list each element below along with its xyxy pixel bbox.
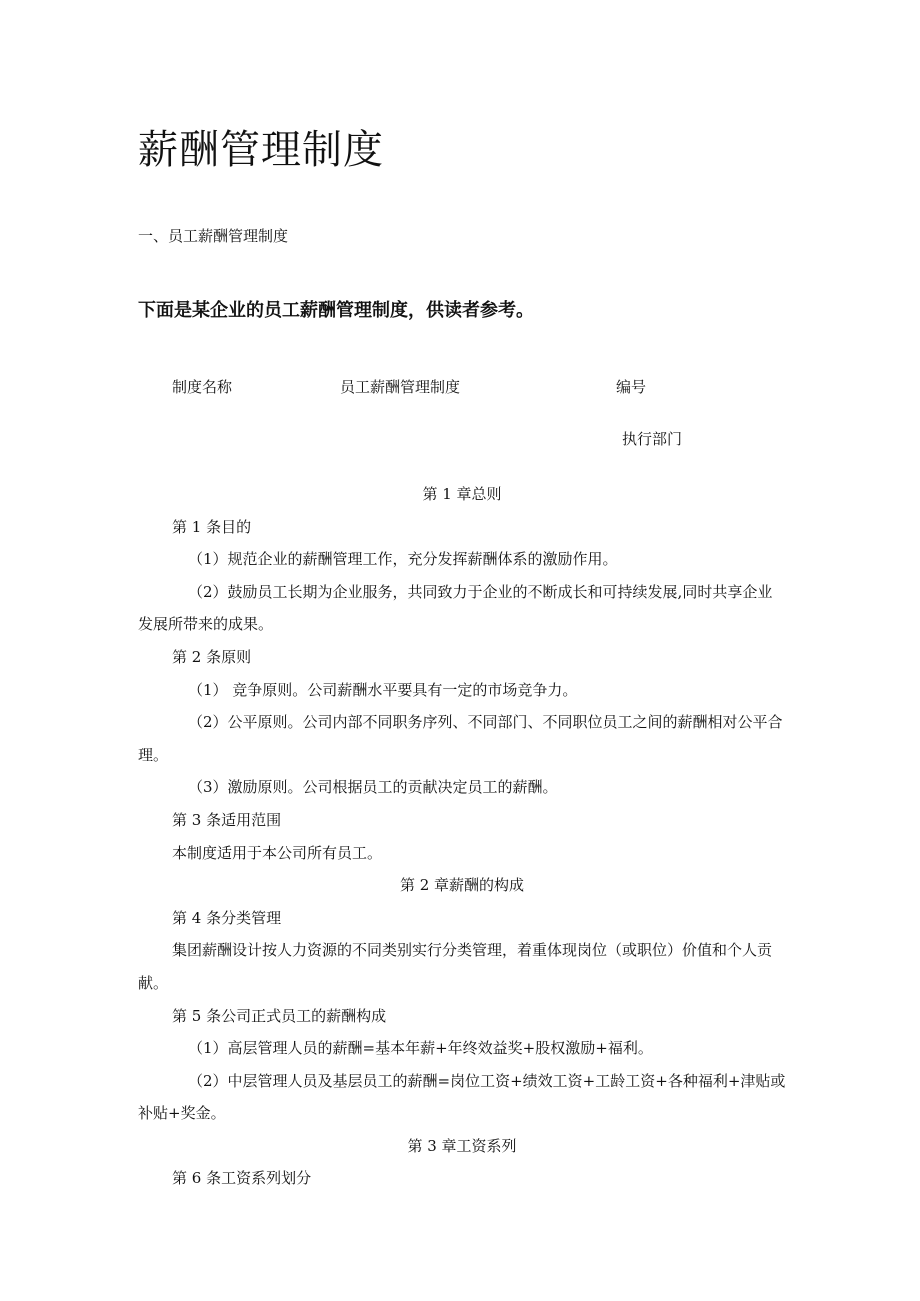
document-body: [138, 478, 786, 1195]
policy-name-value: 员工薪酬管理制度: [340, 378, 461, 396]
article-heading: 第 4 条分类管理: [172, 908, 282, 927]
article-heading: 第 3 条适用范围: [172, 810, 282, 829]
chapter-heading: 第 2 章薪酬的构成: [399, 876, 525, 895]
executing-department-label: 执行部门: [622, 430, 683, 448]
article-heading: 第 6 条工资系列划分: [172, 1169, 312, 1188]
intro-text: 下面是某企业的员工薪酬管理制度，供读者参考。: [138, 300, 534, 321]
list-item: （1）高层管理人员的薪酬=基本年薪+年终效益奖+股权激励+福利。: [188, 1039, 653, 1058]
policy-number-label: 编号: [616, 378, 647, 396]
paragraph: 集团薪酬设计按人力资源的不同类别实行分类管理，着重体现岗位（或职位）价值和个人贡献。: [138, 941, 773, 992]
document-title: 薪酬管理制度: [138, 127, 384, 173]
list-item: （1）规范企业的薪酬管理工作，充分发挥薪酬体系的激励作用。: [188, 550, 618, 569]
article-heading: 第 1 条目的: [172, 517, 252, 536]
policy-name-label: 制度名称: [172, 378, 233, 396]
article-heading: 第 5 条公司正式员工的薪酬构成: [172, 1006, 387, 1025]
chapter-heading: 第 1 章总则: [422, 485, 502, 503]
list-item: （2）公平原则。公司内部不同职务序列、不同部门、不同职位员工之间的薪酬相对公平合理。: [138, 713, 783, 764]
paragraph: 本制度适用于本公司所有员工。: [172, 843, 383, 862]
list-item: （2）鼓励员工长期为企业服务，共同致力于企业的不断成长和可持续发展,同时共享企业发展所带来的成果。: [138, 582, 773, 634]
chapter-heading: 第 3 章工资系列: [407, 1136, 517, 1155]
list-item: （2）中层管理人员及基层员工的薪酬=岗位工资+绩效工资+工龄工资+各种福利+津贴或补贴+奖金。: [138, 1071, 786, 1123]
list-item: （1） 竞争原则。公司薪酬水平要具有一定的市场竞争力。: [188, 680, 578, 699]
list-item: （3）激励原则。公司根据员工的贡献决定员工的薪酬。: [188, 778, 558, 797]
section-heading: 一、员工薪酬管理制度: [138, 227, 289, 245]
article-heading: 第 2 条原则: [172, 647, 252, 666]
